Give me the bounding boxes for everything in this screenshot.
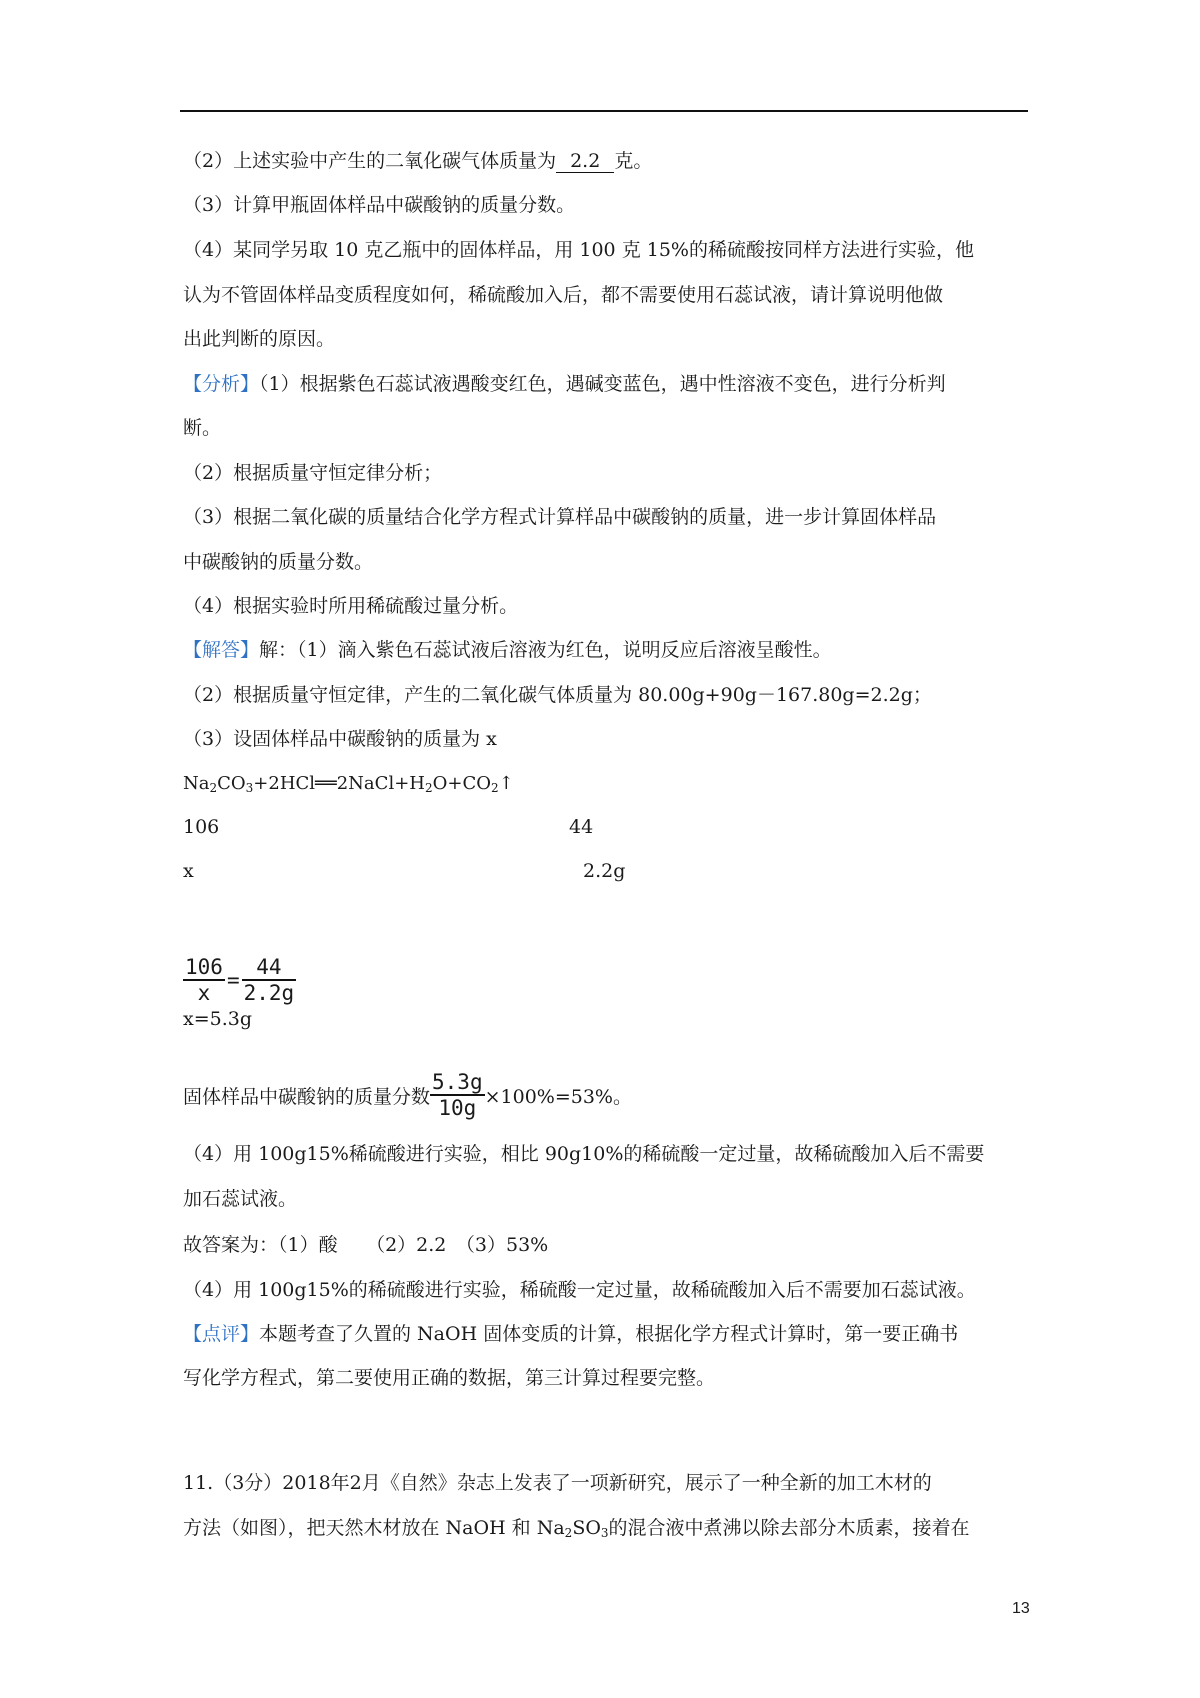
eq-subscript: 2 <box>491 781 499 795</box>
answer-line: （2）根据质量守恒定律，产生的二氧化碳气体质量为 80.00g+90g－167.80g=2.2g； <box>183 684 932 706</box>
proportion-equation <box>183 955 296 1005</box>
subscript: 3 <box>600 1526 609 1540</box>
eq-subscript: 3 <box>245 781 254 795</box>
mass-fraction-line <box>183 1070 632 1120</box>
question-part-4-line: （4）某同学另取 10 克乙瓶中的固体样品，用 100 克 15%的稀硫酸按同样方法进行实验，他 <box>183 239 974 261</box>
question-part-4-line: 出此判断的原因。 <box>183 328 336 350</box>
analysis-line: （3）根据二氧化碳的质量结合化学方程式计算样品中碳酸钠的质量，进一步计算固体样品 <box>183 506 937 528</box>
analysis-tag: 【分析】 <box>183 373 260 395</box>
molar-mass-right: 44 <box>569 816 594 838</box>
analysis-line <box>183 371 946 397</box>
fraction-denominator: 2.2g <box>243 981 295 1005</box>
question-text: 克。 <box>614 150 653 172</box>
mass-left: x <box>183 860 194 882</box>
answer-text: 解：（1）滴入紫色石蕊试液后溶液为红色，说明反应后溶液呈酸性。 <box>259 639 832 661</box>
final-answer-line: 故答案为：（1）酸 （2）2.2 （3）53% <box>183 1234 549 1256</box>
answer-line: （3）设固体样品中碳酸钠的质量为 x <box>183 728 497 750</box>
fraction-right <box>242 955 297 1005</box>
eq-part: +2HCl══2NaCl+H <box>253 773 425 794</box>
fraction-numerator: 106 <box>185 955 223 979</box>
mass-fraction-result: ×100%=53%。 <box>484 1085 632 1108</box>
fraction-numerator: 5.3g <box>432 1070 483 1094</box>
analysis-line: 断。 <box>183 417 222 439</box>
answer-tag: 【解答】 <box>183 639 260 661</box>
question-11-line <box>183 1515 970 1541</box>
fraction-denominator: 10g <box>438 1096 477 1120</box>
answer-line <box>183 637 832 663</box>
answer-blank: 2.2 <box>556 150 614 173</box>
molar-mass-left: 106 <box>183 816 220 838</box>
mass-fraction-text: 固体样品中碳酸钠的质量分数 <box>183 1085 431 1108</box>
subscript: 2 <box>564 1526 573 1540</box>
equals-sign: = <box>226 968 240 992</box>
question-part-3: （3）计算甲瓶固体样品中碳酸钠的质量分数。 <box>183 194 576 216</box>
x-result: x=5.3g <box>183 1008 253 1030</box>
eq-subscript: 2 <box>209 781 218 795</box>
mass-right: 2.2g <box>583 860 626 882</box>
question-text: （2）上述实验中产生的二氧化碳气体质量为 <box>183 150 557 172</box>
analysis-line: 中碳酸钠的质量分数。 <box>183 551 374 573</box>
question-11-text: 方法（如图），把天然木材放在 NaOH 和 Na <box>183 1517 565 1539</box>
fraction-numerator: 44 <box>256 955 282 979</box>
answer-part-4-line: （4）用 100g15%稀硫酸进行实验，相比 90g10%的稀硫酸一定过量，故稀硫酸加入后不需要 <box>183 1143 985 1165</box>
eq-part: CO <box>217 773 246 794</box>
analysis-line: （2）根据质量守恒定律分析； <box>183 462 443 484</box>
eq-subscript: 2 <box>424 781 433 795</box>
review-text: 本题考查了久置的 NaOH 固体变质的计算，根据化学方程式计算时，第一要正确书 <box>259 1323 959 1345</box>
question-11-text: 的混合液中煮沸以除去部分木质素，接着在 <box>608 1517 970 1539</box>
question-11-line: 11.（3分）2018年2月《自然》杂志上发表了一项新研究，展示了一种全新的加工木材的 <box>183 1472 932 1494</box>
chemical-equation <box>183 771 514 797</box>
question-11-text: SO <box>572 1517 601 1539</box>
page-number: 13 <box>1012 1600 1030 1617</box>
review-line: 写化学方程式，第二要使用正确的数据，第三计算过程要完整。 <box>183 1367 716 1389</box>
eq-part: O+CO <box>432 773 491 794</box>
gas-arrow: ↑ <box>498 773 514 794</box>
review-tag: 【点评】 <box>183 1323 260 1345</box>
mass-fraction <box>430 1070 485 1120</box>
eq-part: Na <box>183 773 210 794</box>
question-part-2 <box>183 148 652 174</box>
fraction-denominator: x <box>197 981 211 1005</box>
question-part-4-line: 认为不管固体样品变质程度如何，稀硫酸加入后，都不需要使用石蕊试液，请计算说明他做 <box>183 284 944 306</box>
analysis-text: （1）根据紫色石蕊试液遇酸变红色，遇碱变蓝色，遇中性溶液不变色，进行分析判 <box>259 373 946 395</box>
header-rule <box>180 110 1028 112</box>
answer-part-4-line: 加石蕊试液。 <box>183 1188 298 1210</box>
review-line <box>183 1321 958 1347</box>
analysis-line: （4）根据实验时所用稀硫酸过量分析。 <box>183 595 519 617</box>
fraction-left <box>183 955 225 1005</box>
final-answer-line: （4）用 100g15%的稀硫酸进行实验，稀硫酸一定过量，故稀硫酸加入后不需要加石蕊试液。 <box>183 1279 976 1301</box>
